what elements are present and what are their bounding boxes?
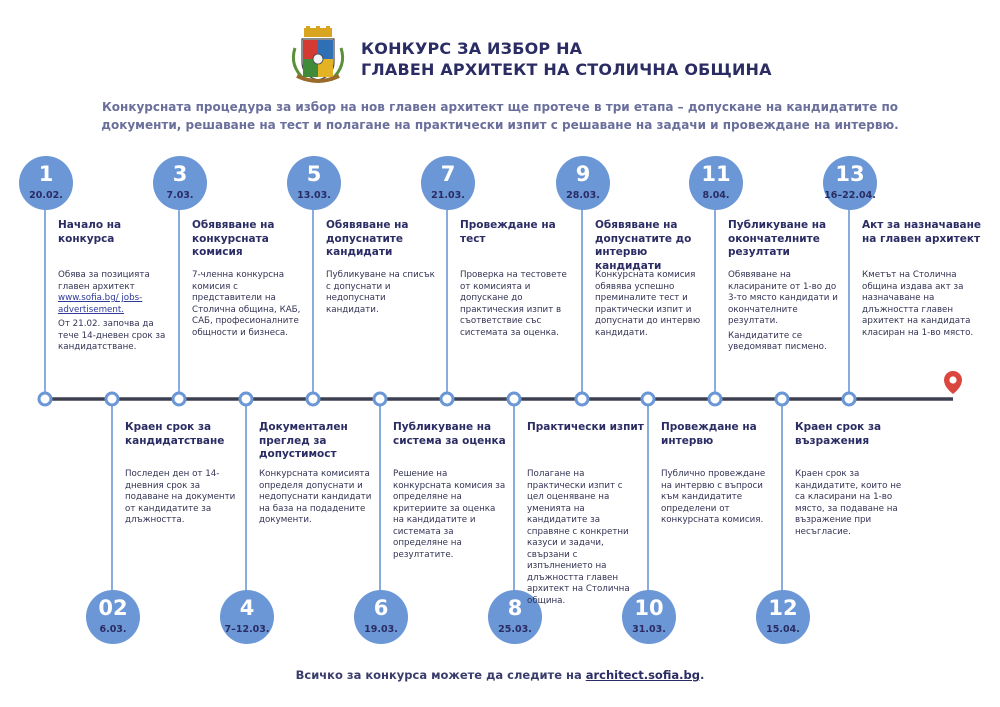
stage-number: 8 <box>507 596 523 620</box>
stage-number: 13 <box>835 162 865 186</box>
stage-title: Практически изпит <box>527 421 644 433</box>
stage-number: 11 <box>701 162 731 186</box>
stage-title: Обявяване на допуснатите до интервю кандидати <box>595 219 692 272</box>
stage-description-text: Последен ден от 14-дневния срок за подаване на документи от кандидатите за длъжността. <box>125 469 236 525</box>
stage-description-note: От 21.02. започва да тече 14-дневен срок за кандидатстване. <box>58 319 166 352</box>
stage-date: 13.03. <box>297 190 331 201</box>
stage-description-text: Публикуване на списък с допуснати и недопуснати кандидати. <box>326 270 435 315</box>
stage-description-text: Публично провеждане на интервю с въпроси към кандидатите определени от конкурсната комисия. <box>661 469 766 525</box>
stage-description <box>862 270 976 339</box>
stage-axis-dot-02 <box>106 393 118 405</box>
stage-axis-dot-7 <box>441 393 453 405</box>
stage-description <box>460 270 574 339</box>
stage-description <box>595 270 709 339</box>
stage-description-text: Обява за позицията главен архитект <box>58 270 150 292</box>
jobs-advertisement-link[interactable]: www.sofia.bg/ jobs-advertisement. <box>58 293 143 315</box>
footer-end: . <box>699 668 705 682</box>
stage-title: Публикуване на система за оценка <box>393 421 506 447</box>
stage-number-badge <box>689 156 743 210</box>
stage-description <box>259 469 373 527</box>
stage-number: 4 <box>239 596 255 620</box>
stage-description-text: Конкурсната комисията определя допуснати и недопуснати кандидати на база на подадените документи. <box>259 469 372 525</box>
stage-date: 31.03. <box>632 624 666 635</box>
stage-title: Провеждане на тест <box>460 219 556 245</box>
stage-description <box>58 270 172 354</box>
stage-axis-dot-9 <box>576 393 588 405</box>
stage-number: 5 <box>306 162 322 186</box>
stage-date: 28.03. <box>566 190 600 201</box>
stage-number: 10 <box>634 596 664 620</box>
stage-description-text: 7-членна конкурсна комисия с представители на Столична община, КАБ, САБ, професионалните общности и бизнеса. <box>192 270 301 338</box>
stage-axis-dot-6 <box>374 393 386 405</box>
stage-date: 8.04. <box>702 190 730 201</box>
stage-axis-dot-1 <box>39 393 51 405</box>
stage-description <box>192 270 306 339</box>
stage-date: 25.03. <box>498 624 532 635</box>
stage-number-badge <box>86 590 140 644</box>
stage-date: 16–22.04. <box>824 190 876 201</box>
stage-number: 1 <box>38 162 54 186</box>
stage-description-text: Проверка на тестовете от комисията и допускане до практическия изпит в съответствие със системата за оценка. <box>460 270 567 338</box>
stage-title: Начало на конкурса <box>58 219 122 245</box>
stage-number: 7 <box>440 162 456 186</box>
stage-date: 6.03. <box>99 624 127 635</box>
page-title-line-2: ГЛАВЕН АРХИТЕКТ НА СТОЛИЧНА ОБЩИНА <box>361 60 772 79</box>
stage-title: Обявяване на допуснатите кандидати <box>326 219 409 258</box>
stage-description-text: Полагане на практически изпит с цел оценяване на уменията на кандидатите за справяне с конкретни казуси и задачи, свързани с изпълнението на длъжността главен архитект на Столична община. <box>527 469 630 606</box>
stage-title: Краен срок за възражения <box>795 421 882 447</box>
stage-description <box>125 469 239 527</box>
stage-axis-dot-10 <box>642 393 654 405</box>
stage-number: 3 <box>172 162 188 186</box>
stage-description-text: Краен срок за кандидатите, които не са класирани на 1-во място, за подаване на възражение при несъгласие. <box>795 469 902 537</box>
stage-axis-dot-12 <box>776 393 788 405</box>
stage-axis-dot-8 <box>508 393 520 405</box>
footer-note <box>0 668 1000 682</box>
stage-number-badge <box>19 156 73 210</box>
stage-number-badge <box>287 156 341 210</box>
stage-axis-dot-13 <box>843 393 855 405</box>
stage-description-text: Кметът на Столична община издава акт за назначаване на длъжността главен архитект на кандидата класиран на 1-во място. <box>862 270 974 338</box>
stage-title: Обявяване на конкурсната комисия <box>192 219 275 258</box>
stage-number-badge <box>823 156 877 210</box>
stage-number-badge <box>421 156 475 210</box>
stage-description <box>393 469 507 561</box>
stage-number: 9 <box>575 162 591 186</box>
stage-description <box>728 270 842 354</box>
stage-description-text: Решение на конкурсната комисия за определяне на критериите за оценка на кандидатите и системата за определяне на резултатите. <box>393 469 506 560</box>
stage-description <box>795 469 909 538</box>
stage-description-text: Обявяване на класираните от 1-во до 3-то място кандидати и окончателните резултати. <box>728 270 838 326</box>
stage-title: Акт за назначаване на главен архитект <box>862 219 982 245</box>
stage-description <box>661 469 775 527</box>
stage-number: 12 <box>768 596 798 620</box>
stage-number: 02 <box>98 596 128 620</box>
stage-date: 19.03. <box>364 624 398 635</box>
stage-date: 7–12.03. <box>224 624 270 635</box>
stage-axis-dot-5 <box>307 393 319 405</box>
stage-number: 6 <box>373 596 389 620</box>
stage-description <box>326 270 440 316</box>
timeline-end-pin-icon <box>944 371 962 394</box>
stage-number-badge <box>556 156 610 210</box>
stage-description-note: Кандидатите се уведомяват писмено. <box>728 330 827 352</box>
stage-date: 21.03. <box>431 190 465 201</box>
footer-text: Всичко за конкурса можете да следите на <box>295 668 586 682</box>
stage-number-badge <box>220 590 274 644</box>
stage-description-text: Конкурсната комисия обявява успешно преминалите тест и практически изпит и допуснати до интервю кандидати. <box>595 270 701 338</box>
stage-title: Провеждане на интервю <box>661 421 757 447</box>
stage-axis-dot-3 <box>173 393 185 405</box>
stage-date: 20.02. <box>29 190 63 201</box>
stage-number-badge <box>354 590 408 644</box>
stage-axis-dot-11 <box>709 393 721 405</box>
stage-number-badge <box>153 156 207 210</box>
stage-date: 7.03. <box>166 190 194 201</box>
stage-title: Документален преглед за допустимост <box>259 421 348 460</box>
intro-text: Конкурсната процедура за избор на нов главен архитект ще протече в три етапа – допускане на кандидатите по документи, решаване на тест и полагане на практически изпит с решаване на задачи и провеждане на интервю. <box>101 100 899 132</box>
page-title-line-1: КОНКУРС ЗА ИЗБОР НА <box>361 39 583 58</box>
stage-title: Краен срок за кандидатстване <box>125 421 225 447</box>
stage-title: Публикуване на окончателните резултати <box>728 219 827 258</box>
stage-description <box>527 469 641 607</box>
stage-axis-dot-4 <box>240 393 252 405</box>
stage-number-badge <box>756 590 810 644</box>
footer-website-link[interactable]: architect.sofia.bg <box>585 668 700 682</box>
stage-date: 15.04. <box>766 624 800 635</box>
stage-number-badge <box>622 590 676 644</box>
